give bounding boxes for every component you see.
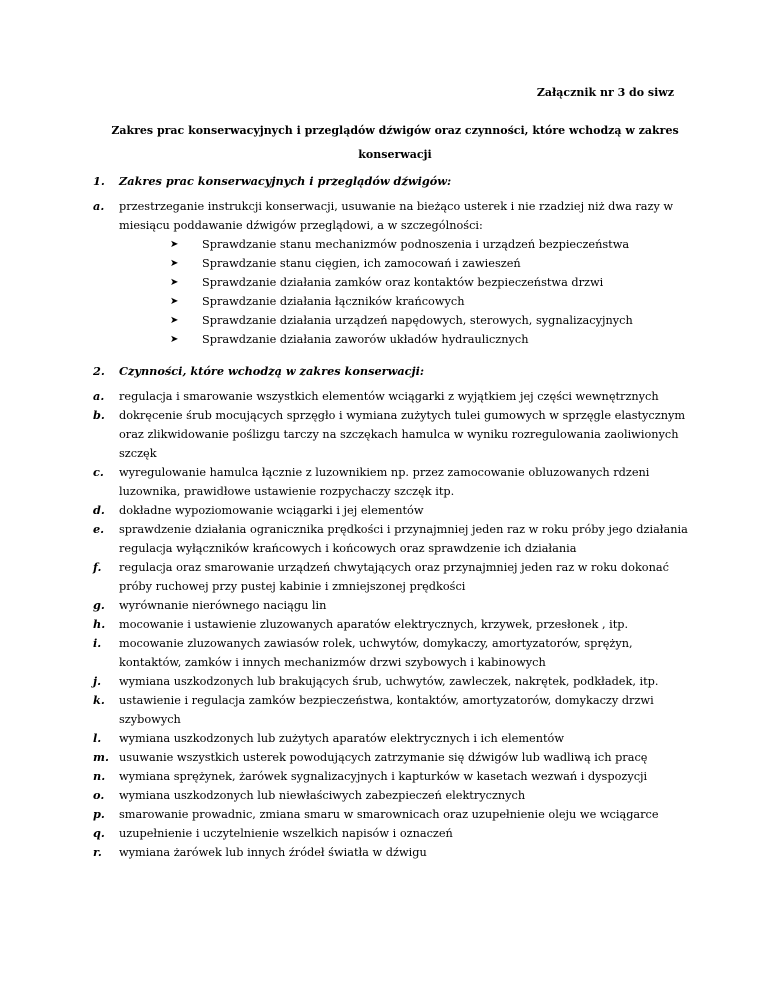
document-content bbox=[0, 172, 768, 862]
bullet-text: Sprawdzanie stanu cięgien, ich zamocowań i zawieszeń bbox=[202, 257, 521, 270]
section-1-heading bbox=[0, 172, 768, 191]
list-item bbox=[0, 501, 768, 520]
item-label: m. bbox=[93, 750, 109, 764]
item-text: wyregulowanie hamulca łącznie z luzownikiem np. przez zamocowanie obluzowanych rdzeni luzownika, prawidłowe ustawienie rozpychaczy szczęk itp. bbox=[119, 466, 650, 498]
item-label: a. bbox=[93, 199, 105, 213]
list-item bbox=[0, 197, 768, 235]
bullet-item bbox=[0, 330, 768, 349]
list-item bbox=[0, 596, 768, 615]
document-title: Zakres prac konserwacyjnych i przeglądów dźwigów oraz czynności, które wchodzą w zakres konserwacji bbox=[111, 124, 679, 161]
list-item bbox=[0, 520, 768, 558]
list-item bbox=[0, 786, 768, 805]
bullet-item bbox=[0, 292, 768, 311]
list-item bbox=[0, 615, 768, 634]
item-label: r. bbox=[93, 845, 102, 859]
arrow-bullet-icon: ➤ bbox=[170, 315, 179, 326]
attachment-label: Załącznik nr 3 do siwz bbox=[536, 86, 674, 99]
item-text: wymiana uszkodzonych lub niewłaściwych zabezpieczeń elektrycznych bbox=[119, 789, 526, 802]
item-label: p. bbox=[93, 807, 105, 821]
item-label: k. bbox=[93, 693, 105, 707]
bullet-text: Sprawdzanie działania zaworów układów hydraulicznych bbox=[202, 333, 529, 346]
item-label: c. bbox=[93, 465, 104, 479]
item-text: mocowanie i ustawienie zluzowanych aparatów elektrycznych, krzywek, przesłonek , itp. bbox=[119, 618, 629, 631]
arrow-bullet-icon: ➤ bbox=[170, 258, 179, 269]
item-text: sprawdzenie działania ogranicznika prędkości i przynajmniej jeden raz w roku próby jego działania regulacja wyłączników krańcowych i końcowych oraz sprawdzenie ich działania bbox=[119, 523, 688, 555]
bullet-item bbox=[0, 235, 768, 254]
item-text: wyrównanie nierównego naciągu lin bbox=[119, 599, 327, 612]
item-label: j. bbox=[93, 674, 102, 688]
list-item bbox=[0, 767, 768, 786]
bullet-item bbox=[0, 311, 768, 330]
item-text: regulacja i smarowanie wszystkich elementów wciągarki z wyjątkiem jej części wewnętrznych bbox=[119, 390, 659, 403]
item-label: a. bbox=[93, 389, 105, 403]
list-item bbox=[0, 406, 768, 463]
list-item bbox=[0, 672, 768, 691]
item-label: o. bbox=[93, 788, 105, 802]
section-number: 2. bbox=[93, 364, 105, 378]
bullet-text: Sprawdzanie działania zamków oraz kontaktów bezpieczeństwa drzwi bbox=[202, 276, 604, 289]
item-text: przestrzeganie instrukcji konserwacji, usuwanie na bieżąco usterek i nie rzadziej niż dwa razy w miesiącu poddawanie dźwigów przeglądowi, a w szczególności: bbox=[119, 200, 674, 232]
list-item bbox=[0, 463, 768, 501]
section-heading-text: Zakres prac konserwacyjnych i przeglądów dźwigów: bbox=[119, 174, 452, 188]
arrow-bullet-icon: ➤ bbox=[170, 334, 179, 345]
list-item bbox=[0, 729, 768, 748]
bullet-text: Sprawdzanie działania łączników krańcowych bbox=[202, 295, 465, 308]
item-text: wymiana żarówek lub innych źródeł światła w dźwigu bbox=[119, 846, 427, 859]
bullet-item bbox=[0, 273, 768, 292]
item-label: n. bbox=[93, 769, 106, 783]
arrow-bullet-icon: ➤ bbox=[170, 277, 179, 288]
item-text: wymiana sprężynek, żarówek sygnalizacyjnych i kapturków w kasetach wezwań i dyspozycji bbox=[119, 770, 648, 783]
bullet-item bbox=[0, 254, 768, 273]
list-item bbox=[0, 843, 768, 862]
item-text: smarowanie prowadnic, zmiana smaru w smarownicach oraz uzupełnienie oleju we wciągarce bbox=[119, 808, 659, 821]
item-text: mocowanie zluzowanych zawiasów rolek, uchwytów, domykaczy, amortyzatorów, sprężyn, kontaktów, zamków i innych mechanizmów drzwi szybowych i kabinowych bbox=[119, 637, 633, 669]
section-number: 1. bbox=[93, 174, 105, 188]
item-label: l. bbox=[93, 731, 102, 745]
list-item bbox=[0, 748, 768, 767]
arrow-bullet-icon: ➤ bbox=[170, 296, 179, 307]
item-label: f. bbox=[93, 560, 102, 574]
list-item bbox=[0, 558, 768, 596]
list-item bbox=[0, 824, 768, 843]
bullet-text: Sprawdzanie działania urządzeń napędowych, sterowych, sygnalizacyjnych bbox=[202, 314, 633, 327]
item-label: h. bbox=[93, 617, 106, 631]
item-text: dokręcenie śrub mocujących sprzęgło i wymiana zużytych tulei gumowych w sprzęgle elastycznym oraz zlikwidowanie poślizgu tarczy na szczękach hamulca w wyniku rozregulowania zaoliwionych szczęk bbox=[119, 409, 686, 460]
item-text: ustawienie i regulacja zamków bezpieczeństwa, kontaktów, amortyzatorów, domykaczy drzwi szybowych bbox=[119, 694, 654, 726]
item-label: b. bbox=[93, 408, 105, 422]
item-label: i. bbox=[93, 636, 102, 650]
item-label: q. bbox=[93, 826, 105, 840]
list-item bbox=[0, 387, 768, 406]
item-label: d. bbox=[93, 503, 105, 517]
item-text: wymiana uszkodzonych lub brakujących śrub, uchwytów, zawleczek, nakrętek, podkładek, itp. bbox=[119, 675, 659, 688]
bullet-text: Sprawdzanie stanu mechanizmów podnoszenia i urządzeń bezpieczeństwa bbox=[202, 238, 630, 251]
item-text: regulacja oraz smarowanie urządzeń chwytających oraz przynajmniej jeden raz w roku dokonać próby ruchowej przy pustej kabinie i zmniejszonej prędkości bbox=[119, 561, 669, 593]
item-label: g. bbox=[93, 598, 105, 612]
section-2-heading bbox=[0, 362, 768, 381]
item-text: uzupełnienie i uczytelnienie wszelkich napisów i oznaczeń bbox=[119, 827, 453, 840]
list-item bbox=[0, 691, 768, 729]
item-text: wymiana uszkodzonych lub zużytych aparatów elektrycznych i ich elementów bbox=[119, 732, 565, 745]
arrow-bullet-icon: ➤ bbox=[170, 239, 179, 250]
item-label: e. bbox=[93, 522, 105, 536]
section-heading-text: Czynności, które wchodzą w zakres konserwacji: bbox=[119, 364, 425, 378]
list-item bbox=[0, 805, 768, 824]
item-text: usuwanie wszystkich usterek powodujących zatrzymanie się dźwigów lub wadliwą ich pracę bbox=[119, 751, 648, 764]
list-item bbox=[0, 634, 768, 672]
item-text: dokładne wypoziomowanie wciągarki i jej elementów bbox=[119, 504, 424, 517]
